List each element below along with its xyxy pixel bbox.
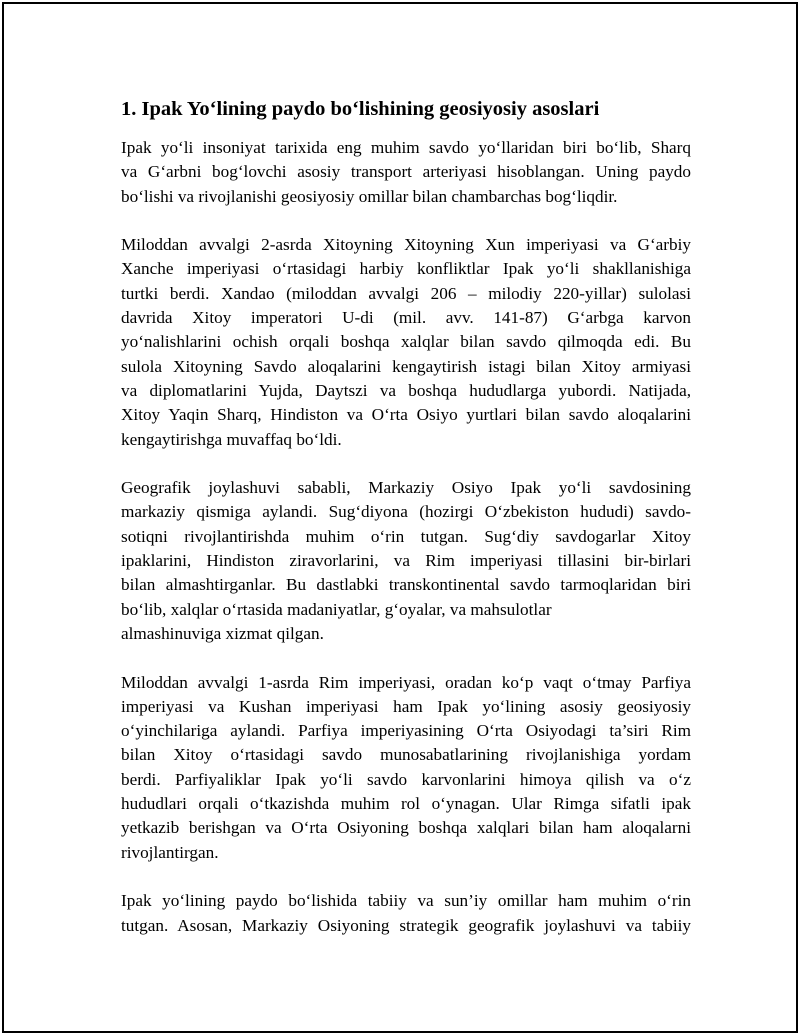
document-body	[121, 96, 691, 962]
text-line: Geografik joylashuvi sababli, Markaziy Osiyo Ipak yo‘li savdosining	[121, 478, 691, 498]
text-line: bilan Xitoy o‘rtasidagi savdo munosabatlarining rivojlanishiga yordam	[121, 745, 691, 765]
text-line: berdi. Parfiyaliklar Ipak yo‘li savdo karvonlarini himoya qilish va o‘z	[121, 769, 691, 789]
text-line: Ipak yo‘li insoniyat tarixida eng muhim savdo yo‘llaridan biri bo‘lib, Sharq	[121, 138, 691, 157]
text-line: markaziy qismiga aylandi. Sug‘diyona (hozirgi O‘zbekiston hududi) savdo-	[121, 502, 691, 522]
text-line: kengaytirishga muvaffaq bo‘ldi.	[121, 429, 342, 449]
text-line: tutgan. Asosan, Markaziy Osiyoning strategik geografik joylashuvi va tabiiy	[121, 915, 691, 935]
text-line: Xanche imperiyasi o‘rtasidagi harbiy konfliktlar Ipak yo‘li shakllanishiga	[121, 259, 691, 279]
text-line: bilan almashtirganlar. Bu dastlabki transkontinental savdo tarmoqlaridan biri	[121, 575, 691, 595]
text-line: sulola Xitoyning Savdo aloqalarini kengaytirish istagi bilan Xitoy armiyasi	[121, 356, 691, 376]
text-line: imperiyasi va Kushan imperiyasi ham Ipak yo‘lining asosiy geosiyosiy	[121, 696, 691, 716]
text-line: Xitoy Yaqin Sharq, Hindiston va O‘rta Osiyo yurtlari bilan savdo aloqalarini	[121, 405, 691, 425]
text-line: bo‘lishi va rivojlanishi geosiyosiy omillar bilan chambarchas bog‘liqdir.	[121, 186, 618, 206]
text-line: Miloddan avvalgi 1-asrda Rim imperiyasi, oradan ko‘p vaqt o‘tmay Parfiya	[121, 672, 691, 692]
paragraph	[121, 136, 691, 209]
section-heading: 1. Ipak Yo‘lining paydo bo‘lishining geosiyosiy asoslari	[121, 98, 600, 120]
text-line: va diplomatlarini Yujda, Daytszi va boshqa hududlarga yubordi. Natijada,	[121, 380, 691, 400]
text-line: rivojlantirgan.	[121, 842, 219, 862]
paragraph	[121, 233, 691, 452]
text-line: turtki berdi. Xandao (miloddan avvalgi 206 – milodiy 220-yillar) sulolasi	[121, 283, 691, 303]
text-line: ipaklarini, Hindiston ziravorlarini, va Rim imperiyasi tillasini bir-birlari	[121, 551, 691, 571]
text-line: almashinuviga xizmat qilgan.	[121, 623, 324, 643]
text-line: Ipak yo‘lining paydo bo‘lishida tabiiy va sun’iy omillar ham muhim o‘rin	[121, 891, 691, 911]
paragraph	[121, 671, 691, 865]
text-line: Miloddan avvalgi 2-asrda Xitoyning Xitoyning Xun imperiyasi va G‘arbiy	[121, 235, 691, 255]
text-line: hududlari orqali o‘tkazishda muhim rol o‘ynagan. Ular Rimga sifatli ipak	[121, 794, 691, 814]
text-line: yetkazib berishgan va O‘rta Osiyoning boshqa xalqlari bilan ham aloqalarni	[121, 818, 691, 838]
text-line: va G‘arbni bog‘lovchi asosiy transport arteriyasi hisoblangan. Uning paydo	[121, 162, 691, 182]
paragraph	[121, 476, 691, 646]
paragraph	[121, 889, 691, 938]
page	[2, 2, 798, 1033]
text-line: sotiqni rivojlantirishda muhim o‘rin tutgan. Sug‘diy savdogarlar Xitoy	[121, 526, 691, 546]
text-line: bo‘lib, xalqlar o‘rtasida madaniyatlar, g‘oyalar, va mahsulotlar	[121, 599, 552, 619]
text-line: davrida Xitoy imperatori U-di (mil. avv. 141-87) G‘arbga karvon	[121, 308, 691, 328]
text-line: o‘yinchilariga aylandi. Parfiya imperiyasining O‘rta Osiyodagi ta’siri Rim	[121, 721, 691, 741]
text-line: yo‘nalishlarini ochish orqali boshqa xalqlar bilan savdo qilmoqda edi. Bu	[121, 332, 691, 352]
